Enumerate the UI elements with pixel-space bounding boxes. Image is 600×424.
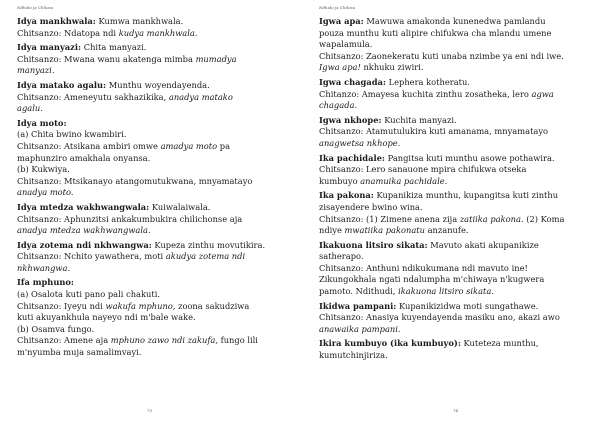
text-segment: kumbuyo <box>319 175 361 186</box>
example-phrase: akudya zotema ndi <box>165 251 246 262</box>
text-segment: Chitsanzo: Aphunzitsi ankakumbukira chilichonse aja <box>17 213 243 224</box>
text-line <box>17 240 279 252</box>
example-phrase: zatiika pakona. <box>459 213 524 224</box>
text-line <box>319 301 581 313</box>
headword: Idya matako agalu: <box>17 79 107 90</box>
headword: Idya mtedza wakhwangwala: <box>17 201 150 212</box>
headword: Ikakuona litsiro sikata: <box>319 239 428 250</box>
text-segment: Chitsanzo: Atamutulukira kuti amanama, mnyamatayo <box>319 126 549 137</box>
text-segment: Chitsanzo: Ndatopa ndi <box>17 27 119 38</box>
headword: Idya mankhwala: <box>17 16 96 26</box>
text-line <box>319 324 581 336</box>
right-page <box>300 0 600 424</box>
text-line <box>17 251 279 263</box>
text-line <box>17 347 279 359</box>
text-line <box>17 16 279 28</box>
example-phrase: kudya mankhwala. <box>118 27 198 38</box>
text-segment: Mawuwa amakonda kunenedwa pamlandu <box>363 16 546 26</box>
text-line <box>319 286 581 298</box>
headword: Idya zotema ndi nkhwangwa: <box>17 239 152 250</box>
text-line <box>17 263 279 275</box>
text-line <box>17 28 279 40</box>
headword: Ika pakona: <box>319 190 374 201</box>
text-segment: zisayendere bwino wina. <box>319 201 423 212</box>
page-number: 74 <box>453 408 459 413</box>
text-segment: satherapo. <box>319 251 364 262</box>
text-line <box>319 225 581 237</box>
headword: Igwa chagada: <box>319 76 386 87</box>
text-segment: Kuchita manyazi. <box>381 114 457 125</box>
text-segment: anzanufe. <box>424 225 469 236</box>
text-line <box>17 225 279 237</box>
example-phrase: mwatiika pakonatu <box>344 225 425 236</box>
text-line <box>17 324 279 336</box>
example-phrase: Igwa apa! <box>319 62 361 73</box>
example-phrase: nkhwangwa. <box>17 262 71 273</box>
text-line <box>17 80 279 92</box>
headword: Idya manyazi: <box>17 42 82 53</box>
text-line <box>319 190 581 202</box>
text-line <box>17 118 279 130</box>
text-line <box>17 202 279 214</box>
text-line <box>319 338 581 350</box>
text-line <box>319 77 581 89</box>
example-phrase: mumadya <box>195 53 237 64</box>
headword: Ikidwa pampani: <box>319 300 397 311</box>
text-line <box>17 335 279 347</box>
text-line <box>319 350 581 362</box>
text-segment: Chita manyazi. <box>81 42 147 53</box>
text-line <box>17 289 279 301</box>
text-line <box>319 202 581 214</box>
text-segment: (b) Kukwiya. <box>17 164 70 175</box>
text-line <box>17 176 279 188</box>
text-line <box>17 141 279 153</box>
text-segment: Chitsanzo: Amene aja <box>17 335 111 346</box>
text-line <box>319 240 581 252</box>
text-segment: (a) Osalota kuti pano pali chakuti. <box>17 289 160 300</box>
text-line <box>17 42 279 54</box>
text-line <box>319 263 581 275</box>
text-line <box>319 214 581 226</box>
text-segment: Kupanikizidwa moti sungathawe. <box>396 300 539 311</box>
running-head: Ndhalo ja Chilosu <box>17 5 54 10</box>
dictionary-column <box>17 16 279 359</box>
text-segment: Zikungokhala ngati ndalumpha m'chiwaya n'kugwera <box>319 274 545 285</box>
text-segment: Kuteteza munthu, <box>460 338 539 349</box>
text-line <box>319 115 581 127</box>
text-line <box>17 187 279 199</box>
text-segment: Kupeza zinthu movutikira. <box>151 239 266 250</box>
example-phrase: agalu. <box>17 103 43 114</box>
example-phrase: mphuno zawo ndi zakufa, <box>110 335 218 346</box>
text-line <box>319 251 581 263</box>
headword: Ikira kumbuyo (ika kumbuyo): <box>319 338 461 349</box>
example-phrase: anamuika pachidale. <box>360 175 448 186</box>
text-line <box>17 129 279 141</box>
text-line <box>319 164 581 176</box>
example-phrase: anadya matako <box>168 91 233 102</box>
text-line <box>17 54 279 66</box>
text-segment: pa <box>217 140 231 151</box>
text-segment: (a) Chita bwino kwambiri. <box>17 129 127 140</box>
text-segment: Chitsanzo: Atsikana ambiri omwe <box>17 140 161 151</box>
example-phrase: wakufa mphuno, <box>105 300 176 311</box>
text-line <box>17 164 279 176</box>
text-segment: m'nyumba muja samalimvayi. <box>17 347 142 358</box>
text-segment: pouza munthu kuti alipire chifukwa cha mlandu umene <box>319 27 552 38</box>
text-segment: wapalamula. <box>319 39 373 50</box>
text-segment: Lephera kotheratu. <box>385 76 470 87</box>
text-line <box>319 28 581 40</box>
text-line <box>319 153 581 165</box>
text-segment: nkhuku ziwiri. <box>360 62 424 73</box>
text-line <box>17 214 279 226</box>
text-line <box>17 312 279 324</box>
text-line <box>17 153 279 165</box>
text-line <box>319 176 581 188</box>
text-segment: Chitanzo: Amayesa kuchita zinthu zosatheka, lero <box>319 88 532 99</box>
example-phrase: agwa <box>531 88 554 99</box>
text-line <box>319 100 581 112</box>
text-segment: kuti akuyankhula nayeyo ndi m'bale wake. <box>17 312 196 323</box>
text-segment: Chitsanzo: (1) Zimene anena zija <box>319 213 460 224</box>
headword: Idya moto: <box>17 117 67 128</box>
text-line <box>17 92 279 104</box>
text-segment: Chitsanzo: Mwana wanu akatenga mimba <box>17 53 196 64</box>
text-segment: fungo lili <box>217 335 258 346</box>
example-phrase: anadya mtedza wakhwangwala. <box>17 225 151 236</box>
text-line <box>319 126 581 138</box>
text-segment: Chitsanzo: Zaonekeratu kuti unaba nzimbe ya eni ndi iwe. <box>319 50 564 61</box>
page-number: 73 <box>147 408 153 413</box>
example-phrase: amadya moto <box>160 140 218 151</box>
headword: Ifa mphuno: <box>17 277 74 288</box>
text-line <box>319 39 581 51</box>
dictionary-column <box>319 16 581 362</box>
text-segment: Munthu woyendayenda. <box>106 79 210 90</box>
text-segment: Pangitsa kuti munthu asowe pothawira. <box>384 152 555 163</box>
running-head: Ndhalo ja Chilosu <box>319 5 356 10</box>
text-line <box>17 103 279 115</box>
text-segment: Chitsanzo: Anasiya kuyendayenda masiku ano, akazi awo <box>319 312 560 323</box>
text-line <box>319 89 581 101</box>
example-phrase: manyazi. <box>17 65 55 76</box>
text-segment: maphunziro amakhala onyansa. <box>17 152 151 163</box>
example-phrase: ikakuona litsiro sikata. <box>398 286 494 297</box>
text-line <box>319 138 581 150</box>
text-segment: pamoto. Ndithudi, <box>319 286 399 297</box>
example-phrase: chagada. <box>319 100 358 111</box>
text-line <box>319 274 581 286</box>
headword: Ika pachidale: <box>319 152 385 163</box>
text-segment: (2) Koma <box>523 213 565 224</box>
text-segment: zoona sakudziwa <box>175 300 250 311</box>
text-segment: Kuiwalaiwala. <box>149 201 211 212</box>
text-segment: (b) Osamva fungo. <box>17 323 95 334</box>
headword: Igwa apa: <box>319 16 364 26</box>
headword: Igwa nkhope: <box>319 114 382 125</box>
text-line <box>319 51 581 63</box>
text-segment: Chitsanzo: Lero sanauone mpira chifukwa otseka <box>319 164 527 175</box>
text-line <box>319 62 581 74</box>
text-line <box>17 277 279 289</box>
text-segment: Chitsanzo: Anthuni ndikukumana ndi mavuto ine! <box>319 262 528 273</box>
example-phrase: anadya moto. <box>17 187 74 198</box>
text-segment: Mavuto akati akupanikize <box>427 239 539 250</box>
text-segment: kumutchinjiriza. <box>319 350 388 361</box>
text-segment: ndiye <box>319 225 345 236</box>
text-segment: Chitsanzo: Nchito yawathera, moti <box>17 251 166 262</box>
text-line <box>319 312 581 324</box>
text-segment: Kupanikiza munthu, kupangitsa kuti zinthu <box>373 190 559 201</box>
text-line <box>17 301 279 313</box>
text-line <box>17 65 279 77</box>
text-segment: Kumwa mankhwala. <box>95 16 184 26</box>
text-line <box>319 16 581 28</box>
text-segment: Chitsanzo: Mtsikanayo atangomutukwana, mnyamatayo <box>17 175 253 186</box>
text-segment: Chitsanzo: Ameneyutu sakhazikika, <box>17 91 169 102</box>
text-segment: Chitsanzo: Iyeyu ndi <box>17 300 106 311</box>
example-phrase: anagwetsa nkhope. <box>319 137 401 148</box>
example-phrase: anawaika pampani. <box>319 323 401 334</box>
